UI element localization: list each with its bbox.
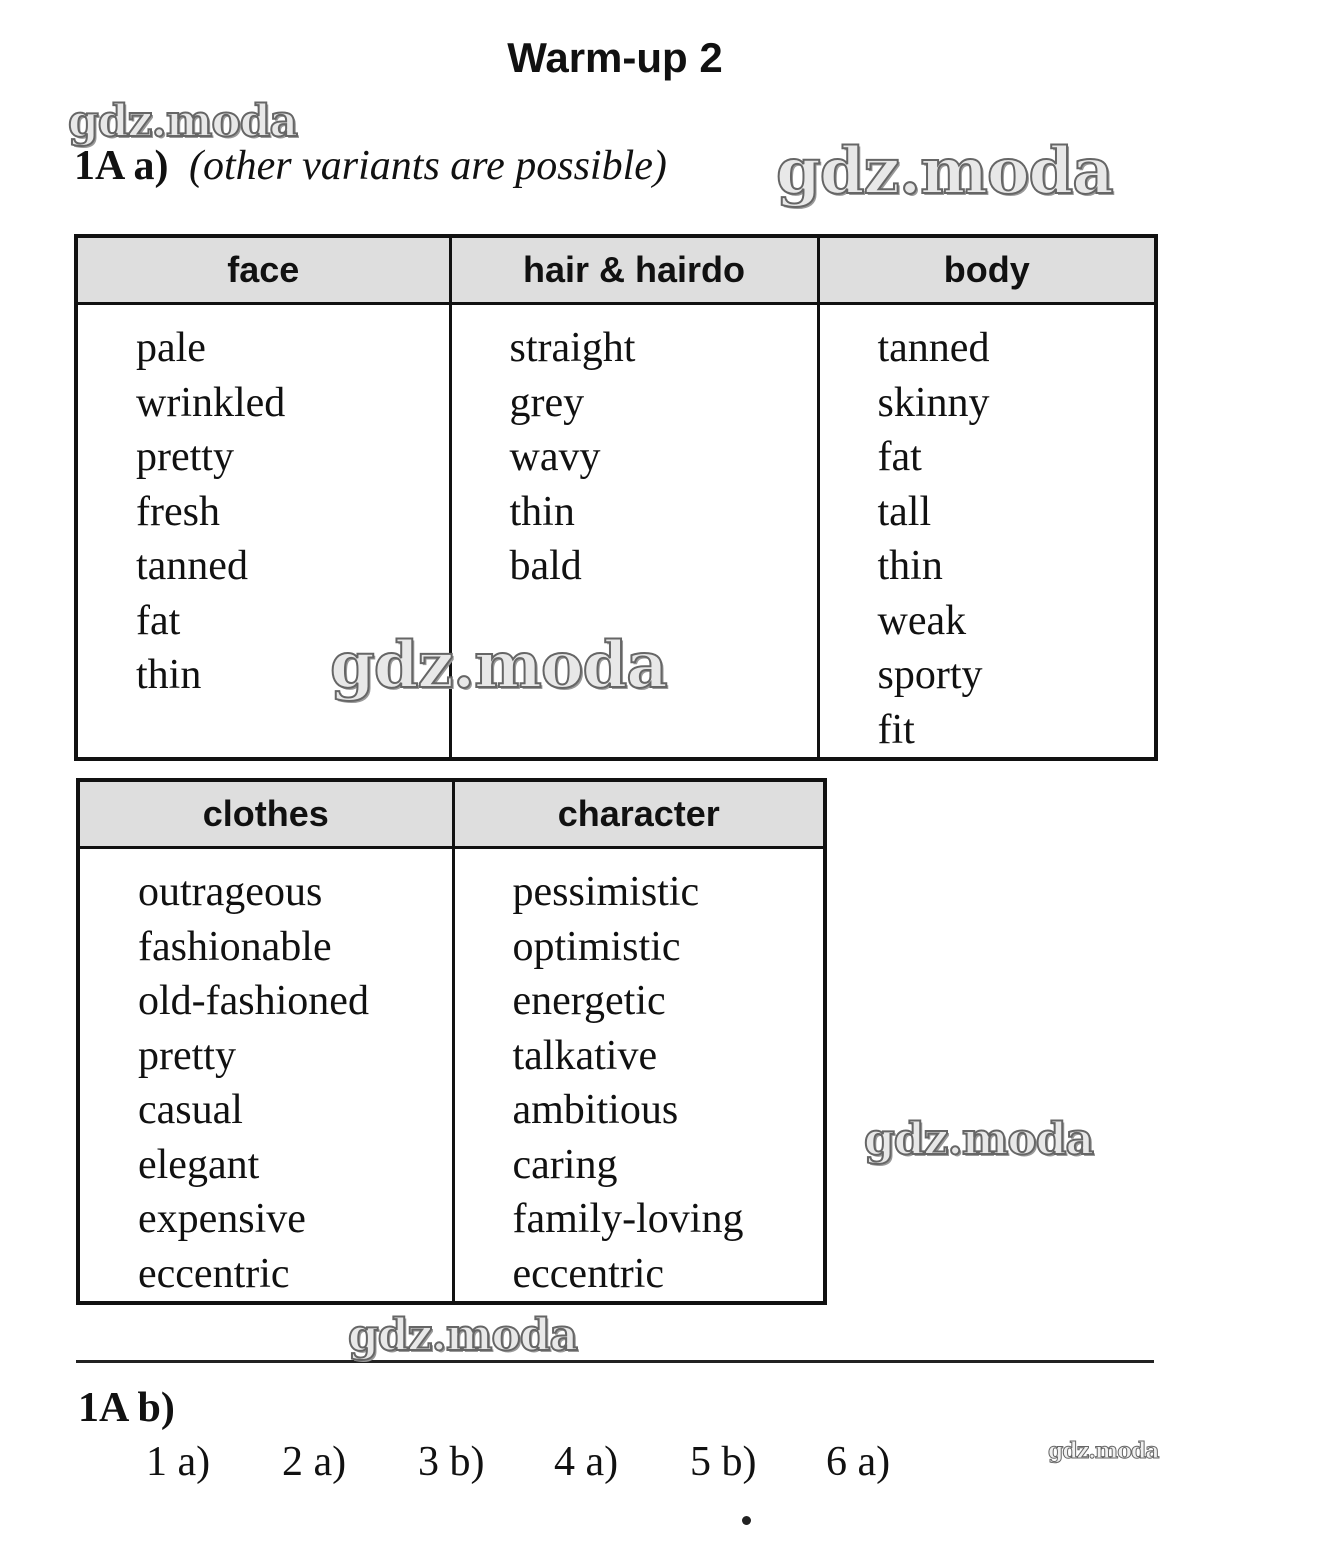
vocab-word: fit bbox=[877, 706, 915, 753]
vocab-word: talkative bbox=[512, 1032, 658, 1079]
vocab-word: fashionable bbox=[138, 923, 332, 970]
watermark: gdz.moda bbox=[348, 1310, 578, 1361]
vocab-word: caring bbox=[512, 1141, 618, 1188]
vocab-word: casual bbox=[138, 1087, 243, 1133]
vocab-word: fresh bbox=[136, 488, 220, 535]
vocab-word: pretty bbox=[138, 1032, 236, 1079]
answer-item: 5 b) bbox=[690, 1439, 757, 1485]
vocab-word: pale bbox=[136, 325, 206, 371]
vocab-word: old-fashioned bbox=[138, 978, 369, 1024]
watermark: gdz.moda bbox=[864, 1114, 1094, 1165]
vocab-word: eccentric bbox=[138, 1250, 290, 1297]
column-clothes bbox=[78, 848, 453, 1304]
vocab-word: tanned bbox=[877, 325, 990, 371]
vocab-word: wavy bbox=[509, 434, 601, 480]
vocab-word: sporty bbox=[877, 652, 983, 698]
answer-item: 6 a) bbox=[826, 1439, 891, 1485]
watermark: gdz.moda bbox=[330, 628, 667, 703]
section-a-note: (other variants are possible) bbox=[189, 143, 667, 189]
column-body bbox=[818, 304, 1156, 760]
vocab-word: skinny bbox=[877, 379, 990, 426]
section-divider bbox=[76, 1360, 1154, 1363]
answer-item: 4 a) bbox=[554, 1439, 619, 1485]
vocab-word: fat bbox=[136, 597, 181, 644]
column-character bbox=[453, 848, 825, 1304]
answer-item: 2 a) bbox=[282, 1439, 347, 1485]
vocab-word: energetic bbox=[512, 978, 666, 1024]
watermark: gdz.moda bbox=[776, 134, 1113, 209]
column-header-character: character bbox=[453, 780, 825, 848]
vocab-word: wrinkled bbox=[136, 379, 286, 426]
answer-list bbox=[146, 1438, 962, 1486]
column-header-clothes: clothes bbox=[78, 780, 453, 848]
column-header-face: face bbox=[76, 236, 450, 304]
vocab-word: family-loving bbox=[512, 1196, 744, 1242]
vocab-word: tanned bbox=[136, 543, 248, 589]
page-title: Warm-up 2 bbox=[507, 34, 723, 81]
section-b-heading: 1A b) bbox=[78, 1385, 175, 1431]
column-header-hair: hair & hairdo bbox=[450, 236, 818, 304]
vocab-word: outrageous bbox=[138, 869, 323, 915]
answer-item: 1 a) bbox=[146, 1439, 211, 1485]
vocab-word: straight bbox=[509, 325, 636, 371]
watermark: gdz.moda bbox=[68, 96, 298, 147]
vocab-word: fat bbox=[877, 434, 922, 480]
page-dot bbox=[742, 1516, 751, 1525]
vocabulary-table-style bbox=[76, 778, 827, 1305]
vocab-word: optimistic bbox=[512, 923, 681, 970]
column-header-body: body bbox=[818, 236, 1156, 304]
watermark: gdz.moda bbox=[1048, 1438, 1159, 1464]
vocab-word: thin bbox=[136, 652, 202, 698]
vocab-word: grey bbox=[509, 379, 585, 426]
vocab-word: thin bbox=[509, 488, 575, 535]
vocab-word: pessimistic bbox=[512, 869, 700, 915]
vocab-word: pretty bbox=[136, 434, 234, 480]
section-a-heading bbox=[74, 142, 667, 190]
vocab-word: tall bbox=[877, 488, 932, 535]
answer-item: 3 b) bbox=[418, 1439, 485, 1485]
vocab-word: elegant bbox=[138, 1141, 260, 1188]
vocab-word: thin bbox=[877, 543, 943, 589]
section-a-number: 1A a) bbox=[74, 143, 169, 189]
vocab-word: ambitious bbox=[512, 1087, 679, 1133]
vocab-word: bald bbox=[509, 543, 582, 589]
vocab-word: eccentric bbox=[512, 1250, 665, 1297]
vocab-word: weak bbox=[877, 597, 967, 644]
vocab-word: expensive bbox=[138, 1196, 306, 1242]
